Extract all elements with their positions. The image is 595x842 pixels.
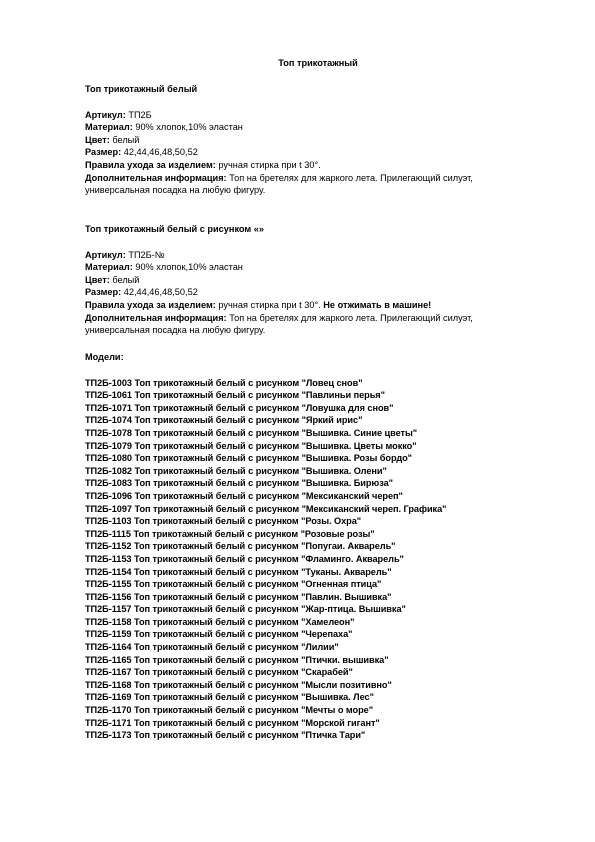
models-section: [85, 351, 545, 742]
color-field: [85, 274, 525, 287]
model-item: ТП2Б-1083 Топ трикотажный белый с рисунком "Вышивка. Бирюза": [85, 478, 393, 489]
article-field: [85, 109, 525, 122]
model-item: ТП2Б-1170 Топ трикотажный белый с рисунком "Мечты о море": [85, 705, 374, 716]
color-value: белый: [112, 134, 140, 145]
model-item: ТП2Б-1157 Топ трикотажный белый с рисунком "Жар-птица. Вышивка": [85, 604, 406, 615]
model-item: ТП2Б-1071 Топ трикотажный белый с рисунком "Ловушка для снов": [85, 402, 394, 413]
model-item: ТП2Б-1156 Топ трикотажный белый с рисунком "Павлин. Вышивка": [85, 591, 392, 602]
product-title: Топ трикотажный белый с рисунком «»: [85, 224, 264, 234]
care-warning: Не отжимать в машине!: [323, 299, 432, 310]
care-label: Правила ухода за изделием:: [85, 299, 216, 310]
model-item: ТП2Б-1159 Топ трикотажный белый с рисунком "Черепаха": [85, 629, 353, 640]
models-heading: Модели:: [85, 352, 124, 362]
article-value: ТП2Б-№: [128, 249, 165, 260]
model-item: ТП2Б-1003 Топ трикотажный белый с рисунком "Ловец снов": [85, 377, 363, 388]
model-item: ТП2Б-1155 Топ трикотажный белый с рисунком "Огненная птица": [85, 579, 382, 590]
model-item: ТП2Б-1165 Топ трикотажный белый с рисунком "Птички. вышивка": [85, 654, 389, 665]
material-label: Материал:: [85, 122, 133, 133]
model-item: ТП2Б-1152 Топ трикотажный белый с рисунком "Попугаи. Акварель": [85, 541, 396, 552]
model-item: ТП2Б-1158 Топ трикотажный белый с рисунком "Хамелеон": [85, 616, 355, 627]
color-field: [85, 134, 525, 147]
model-item: ТП2Б-1080 Топ трикотажный белый с рисунком "Вышивка. Розы бордо": [85, 453, 412, 464]
care-value: ручная стирка при t 30°.: [218, 159, 321, 170]
material-field: [85, 261, 525, 274]
product-title: Топ трикотажный белый: [85, 84, 198, 94]
models-list: [85, 377, 545, 742]
color-value: белый: [112, 274, 140, 285]
info-label: Дополнительная информация:: [85, 312, 227, 323]
article-value: ТП2Б: [128, 109, 152, 120]
model-item: ТП2Б-1115 Топ трикотажный белый с рисунком "Розовые розы": [85, 528, 375, 539]
care-field: [85, 299, 525, 312]
article-label: Артикул:: [85, 109, 126, 120]
document-title: Топ трикотажный: [278, 58, 358, 68]
size-label: Размер:: [85, 287, 122, 298]
model-item: ТП2Б-1074 Топ трикотажный белый с рисунком "Яркий ирис": [85, 415, 363, 426]
model-item: ТП2Б-1154 Топ трикотажный белый с рисунком "Туканы. Акварель": [85, 566, 392, 577]
care-value: ручная стирка при t 30°.: [218, 299, 321, 310]
size-value: 42,44,46,48,50,52: [123, 147, 198, 158]
material-field: [85, 121, 525, 134]
product-section-plain: [85, 83, 525, 197]
size-label: Размер:: [85, 147, 122, 158]
model-item: ТП2Б-1078 Топ трикотажный белый с рисунком "Вышивка. Синие цветы": [85, 427, 418, 438]
model-item: ТП2Б-1097 Топ трикотажный белый с рисунком "Мексиканский череп. Графика": [85, 503, 447, 514]
model-item: ТП2Б-1153 Топ трикотажный белый с рисунком "Фламинго. Акварель": [85, 553, 404, 564]
model-item: ТП2Б-1079 Топ трикотажный белый с рисунком "Вышивка. Цветы мокко": [85, 440, 417, 451]
model-item: ТП2Б-1061 Топ трикотажный белый с рисунком "Павлиньи перья": [85, 390, 385, 401]
model-item: ТП2Б-1096 Топ трикотажный белый с рисунком "Мексиканский череп": [85, 490, 403, 501]
model-item: ТП2Б-1164 Топ трикотажный белый с рисунком "Лилии": [85, 642, 339, 653]
model-item: ТП2Б-1103 Топ трикотажный белый с рисунком "Розы. Охра": [85, 516, 362, 527]
size-field: [85, 286, 525, 299]
material-value: 90% хлопок,10% эластан: [135, 262, 243, 273]
article-label: Артикул:: [85, 249, 126, 260]
model-item: ТП2Б-1171 Топ трикотажный белый с рисунком "Морской гигант": [85, 717, 380, 728]
model-item: ТП2Б-1167 Топ трикотажный белый с рисунком "Скарабей": [85, 667, 353, 678]
product-section-print: [85, 223, 525, 337]
info-field: [85, 312, 525, 337]
info-label: Дополнительная информация:: [85, 172, 227, 183]
info-value: Топ на бретелях для жаркого лета. Прилегающий силуэт, универсальная посадка на любую фигуру.: [85, 172, 473, 196]
info-field: [85, 172, 525, 197]
size-field: [85, 146, 525, 159]
model-item: ТП2Б-1169 Топ трикотажный белый с рисунком "Вышивка. Лес": [85, 692, 374, 703]
care-label: Правила ухода за изделием:: [85, 159, 216, 170]
model-item: ТП2Б-1168 Топ трикотажный белый с рисунком "Мысли позитивно": [85, 679, 392, 690]
info-value: Топ на бретелях для жаркого лета. Прилегающий силуэт, универсальная посадка на любую фигуру.: [85, 312, 473, 336]
material-value: 90% хлопок,10% эластан: [135, 122, 243, 133]
care-field: [85, 159, 525, 172]
color-label: Цвет:: [85, 274, 110, 285]
model-item: ТП2Б-1173 Топ трикотажный белый с рисунком "Птичка Тари": [85, 730, 366, 741]
material-label: Материал:: [85, 262, 133, 273]
model-item: ТП2Б-1082 Топ трикотажный белый с рисунком "Вышивка. Олени": [85, 465, 387, 476]
article-field: [85, 249, 525, 262]
size-value: 42,44,46,48,50,52: [123, 287, 198, 298]
color-label: Цвет:: [85, 134, 110, 145]
